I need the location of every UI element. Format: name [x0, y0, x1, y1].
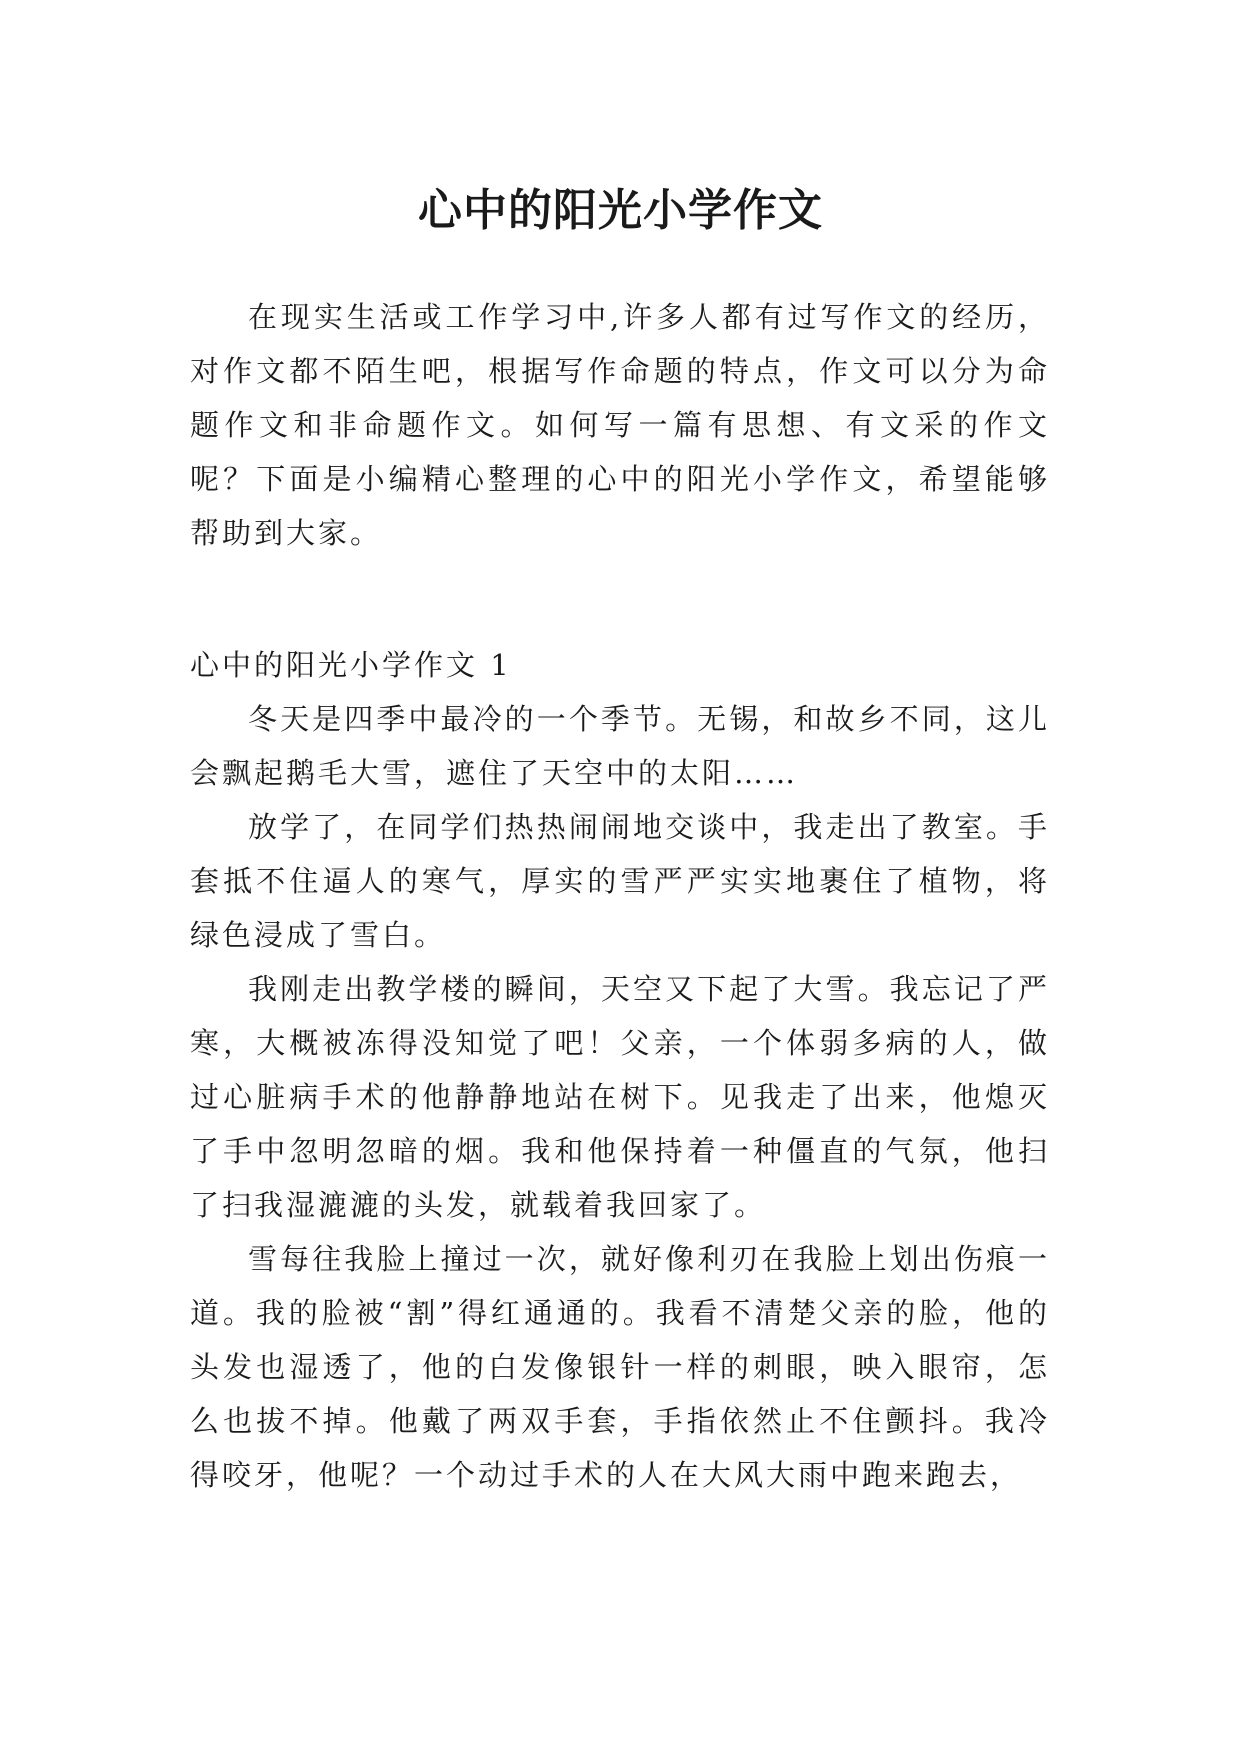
section-heading: 心中的阳光小学作文 1 [190, 648, 512, 682]
essay-paragraph-2: 放学了，在同学们热热闹闹地交谈中，我走出了教室。手套抵不住逼人的寒气，厚实的雪严严实实地裹住了植物，将绿色浸成了雪白。 [190, 810, 1050, 952]
essay-paragraph-3: 我刚走出教学楼的瞬间，天空又下起了大雪。我忘记了严寒，大概被冻得没知觉了吧！父亲，一个体弱多病的人，做过心脏病手术的他静静地站在树下。见我走了出来，他熄灭了手中忽明忽暗的烟。我和他保持着一种僵直的气氛，他扫了扫我湿漉漉的头发，就载着我回家了。 [190, 972, 1050, 1222]
intro-section [190, 290, 1050, 560]
essay-body [190, 692, 1050, 1502]
document-title: 心中的阳光小学作文 [418, 185, 823, 237]
essay-paragraph-4: 雪每往我脸上撞过一次，就好像利刃在我脸上划出伤痕一道。我的脸被“割”得红通通的。我看不清楚父亲的脸，他的头发也湿透了，他的白发像银针一样的刺眼，映入眼帘，怎么也拔不掉。他戴了两双手套，手指依然止不住颤抖。我冷得咬牙，他呢？一个动过手术的人在大风大雨中跑来跑去， [190, 1242, 1050, 1492]
essay-paragraph-1: 冬天是四季中最冷的一个季节。无锡，和故乡不同，这儿会飘起鹅毛大雪，遮住了天空中的太阳…… [190, 702, 1050, 790]
intro-paragraph: 在现实生活或工作学习中,许多人都有过写作文的经历，对作文都不陌生吧，根据写作命题的特点，作文可以分为命题作文和非命题作文。如何写一篇有思想、有文采的作文呢？下面是小编精心整理的心中的阳光小学作文，希望能够帮助到大家。 [190, 300, 1050, 550]
